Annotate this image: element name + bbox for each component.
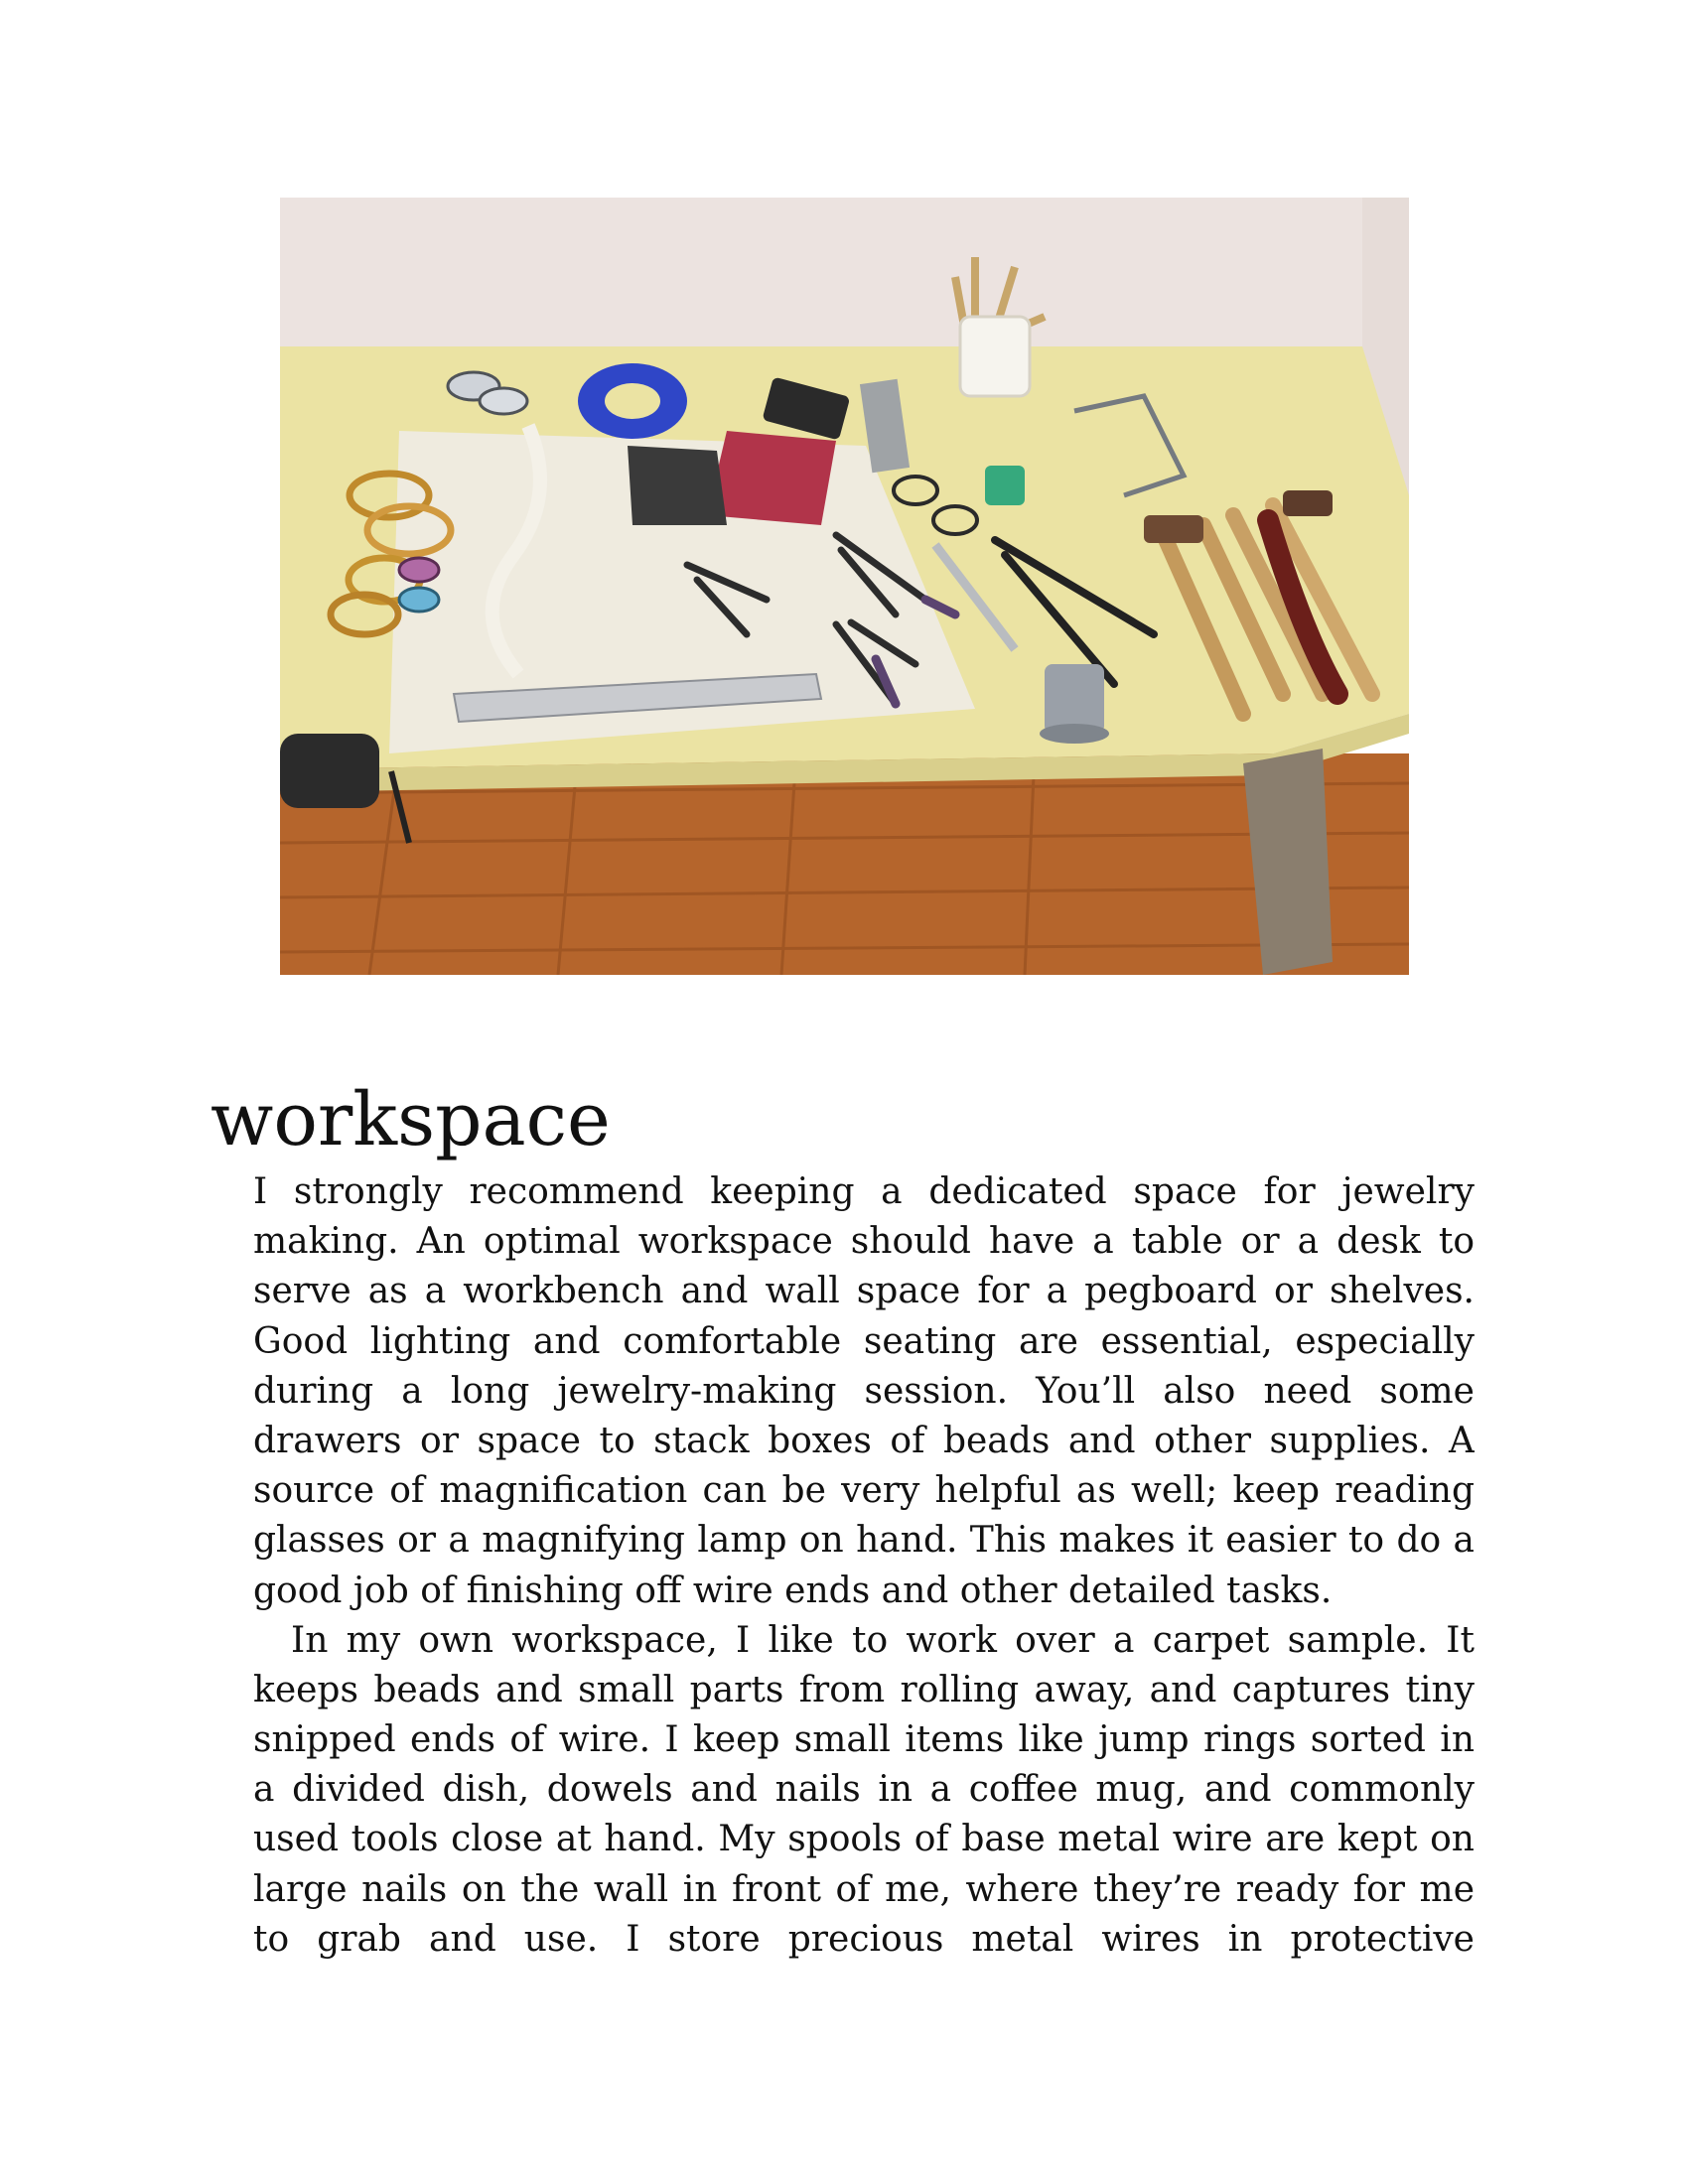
paragraph-1-line: making. An optimal workspace should have a table or a desk to	[253, 1221, 1475, 1263]
paragraph-2-line: snipped ends of wire. I keep small items like jump rings sorted in	[253, 1719, 1475, 1761]
paragraph-1-line: source of magnification can be very helpful as well; keep reading	[253, 1470, 1475, 1512]
paragraph-1-line: serve as a workbench and wall space for a pegboard or shelves.	[253, 1271, 1475, 1312]
paragraph-2-line: a divided dish, dowels and nails in a coffee mug, and commonly	[253, 1769, 1475, 1811]
paragraph-1-line: I strongly recommend keeping a dedicated space for jewelry	[253, 1171, 1475, 1212]
paragraph-2-line: keeps beads and small parts from rolling away, and captures tiny	[253, 1669, 1475, 1710]
body-text	[253, 1167, 1475, 1965]
paragraph-1-line: drawers or space to stack boxes of beads and other supplies. A	[253, 1420, 1475, 1461]
paragraph-1-line: good job of finishing off wire ends and other detailed tasks.	[253, 1570, 1333, 1611]
paragraph-1-line: during a long jewelry-making session. You’ll also need some	[253, 1370, 1475, 1412]
paragraph-2-line: used tools close at hand. My spools of base metal wire are kept on	[253, 1819, 1475, 1860]
paragraph-1-line: glasses or a magnifying lamp on hand. This makes it easier to do a	[253, 1520, 1475, 1562]
paragraph-1-line: Good lighting and comfortable seating are essential, especially	[253, 1320, 1475, 1362]
workbench-photo	[280, 198, 1409, 975]
paragraph-2-line: In my own workspace, I like to work over a carpet sample. It	[291, 1619, 1475, 1661]
paragraph-2-line: large nails on the wall in front of me, where they’re ready for me	[253, 1868, 1475, 1910]
paragraph-2-line: to grab and use. I store precious metal wires in protective	[253, 1918, 1475, 1960]
section-heading: workspace	[211, 1077, 611, 1162]
